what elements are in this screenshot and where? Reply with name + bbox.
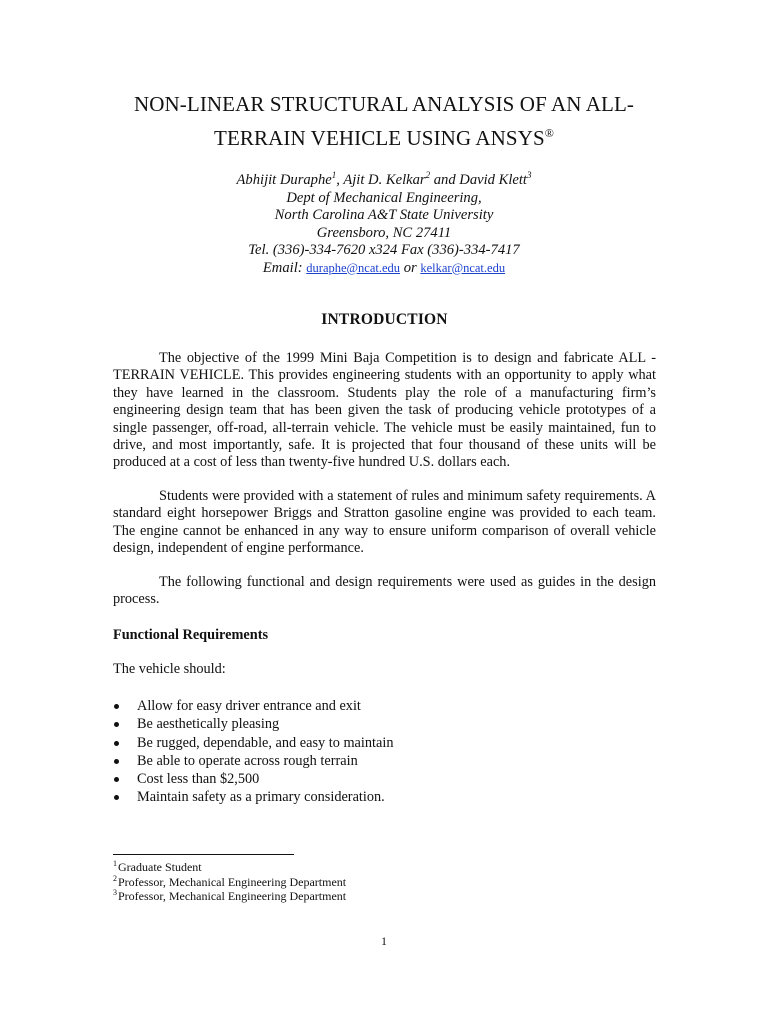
- intro-paragraph-3: The following functional and design requirements were used as guides in the design process.: [113, 574, 656, 608]
- author-2: Ajit D. Kelkar: [343, 172, 426, 188]
- paper-title: [100, 90, 668, 153]
- affiliation-dept: Dept of Mechanical Engineering,: [286, 189, 482, 206]
- requirements-list: [113, 697, 393, 807]
- introduction-heading: INTRODUCTION: [321, 311, 448, 328]
- email-link-kelkar[interactable]: kelkar@ncat.edu: [420, 260, 506, 275]
- footnote-item: [113, 889, 346, 904]
- footnote-item: [113, 860, 346, 875]
- list-item-text: Maintain safety as a primary consideration.: [137, 789, 385, 806]
- list-item-text: Be aesthetically pleasing: [137, 716, 280, 733]
- author-3-footnote-ref: 3: [527, 170, 532, 180]
- title-line-2: [100, 119, 668, 153]
- author-1: Abhijit Duraphe: [236, 172, 332, 188]
- footnote-divider: [113, 854, 294, 855]
- contact-phone: Tel. (336)-334-7620 x324 Fax (336)-334-7417: [248, 242, 520, 258]
- author-1-footnote-ref: 1: [331, 170, 337, 180]
- contact-email: [150, 260, 618, 278]
- list-item-text: Be able to operate across rough terrain: [137, 752, 358, 769]
- email-or: or: [403, 259, 417, 276]
- footnote-text: Graduate Student: [118, 860, 202, 874]
- intro-paragraph-2: Students were provided with a statement of rules and minimum safety requirements. A standard eight horsepower Briggs and Stratton gasoline engine was provided to each team. The engine cannot be enhanced in any way to ensure uniform comparison of overall vehicle design, independent of engine performance.: [113, 488, 656, 557]
- footnote-number: 3: [113, 888, 117, 898]
- list-item: [113, 697, 393, 715]
- email-label: Email:: [262, 259, 303, 276]
- footnotes: [113, 860, 346, 904]
- list-item: [113, 788, 393, 806]
- footnote-number: 2: [113, 873, 117, 883]
- email-link-duraphe[interactable]: duraphe@ncat.edu: [306, 260, 401, 275]
- requirements-lead: The vehicle should:: [113, 661, 226, 677]
- intro-paragraph-1: The objective of the 1999 Mini Baja Competition is to design and fabricate ALL - TERRAIN VEHICLE. This provides engineering students with an opportunity to apply what they have learned in the classroom. Students play the role of a manufacturing firm’s engineering design team that has been given the task of producing vehicle prototypes of a single passenger, off-road, all-terrain vehicle. The vehicle must be easily maintained, fun to drive, and most importantly, safe. It is projected that four thousand of these units will be produced at a cost of less than twenty-five hundred U.S. dollars each.: [113, 350, 656, 471]
- affiliation-city: Greensboro, NC 27411: [316, 224, 452, 241]
- title-line-2-text: TERRAIN VEHICLE USING ANSYS: [214, 126, 545, 150]
- author-separator-2: and: [430, 172, 460, 188]
- list-item-text: Be rugged, dependable, and easy to maintain: [137, 734, 394, 751]
- list-item-text: Cost less than $2,500: [137, 771, 260, 788]
- list-item-text: Allow for easy driver entrance and exit: [137, 698, 361, 714]
- footnote-item: [113, 875, 346, 890]
- author-3: David Klett: [459, 172, 527, 188]
- list-item: [113, 715, 393, 733]
- author-names: [150, 172, 618, 190]
- author-separator-1: ,: [336, 172, 344, 188]
- bullet-icon: [114, 795, 119, 800]
- list-item: [113, 734, 393, 752]
- footnote-text: Professor, Mechanical Engineering Department: [118, 874, 347, 889]
- bullet-icon: [114, 777, 119, 782]
- title-line-1: NON-LINEAR STRUCTURAL ANALYSIS OF AN ALL-: [134, 92, 634, 116]
- bullet-icon: [114, 759, 119, 764]
- footnote-text: Professor, Mechanical Engineering Department: [118, 889, 347, 904]
- bullet-icon: [114, 704, 119, 709]
- registered-mark: ®: [544, 126, 554, 140]
- author-2-footnote-ref: 2: [425, 170, 431, 180]
- list-item: [113, 752, 393, 770]
- footnote-number: 1: [113, 859, 117, 868]
- bullet-icon: [114, 722, 119, 727]
- functional-requirements-heading: Functional Requirements: [113, 627, 269, 643]
- author-block: [150, 172, 618, 277]
- page-number: 1: [381, 934, 387, 948]
- affiliation-university: North Carolina A&T State University: [274, 207, 494, 223]
- list-item: [113, 770, 393, 788]
- bullet-icon: [114, 741, 119, 746]
